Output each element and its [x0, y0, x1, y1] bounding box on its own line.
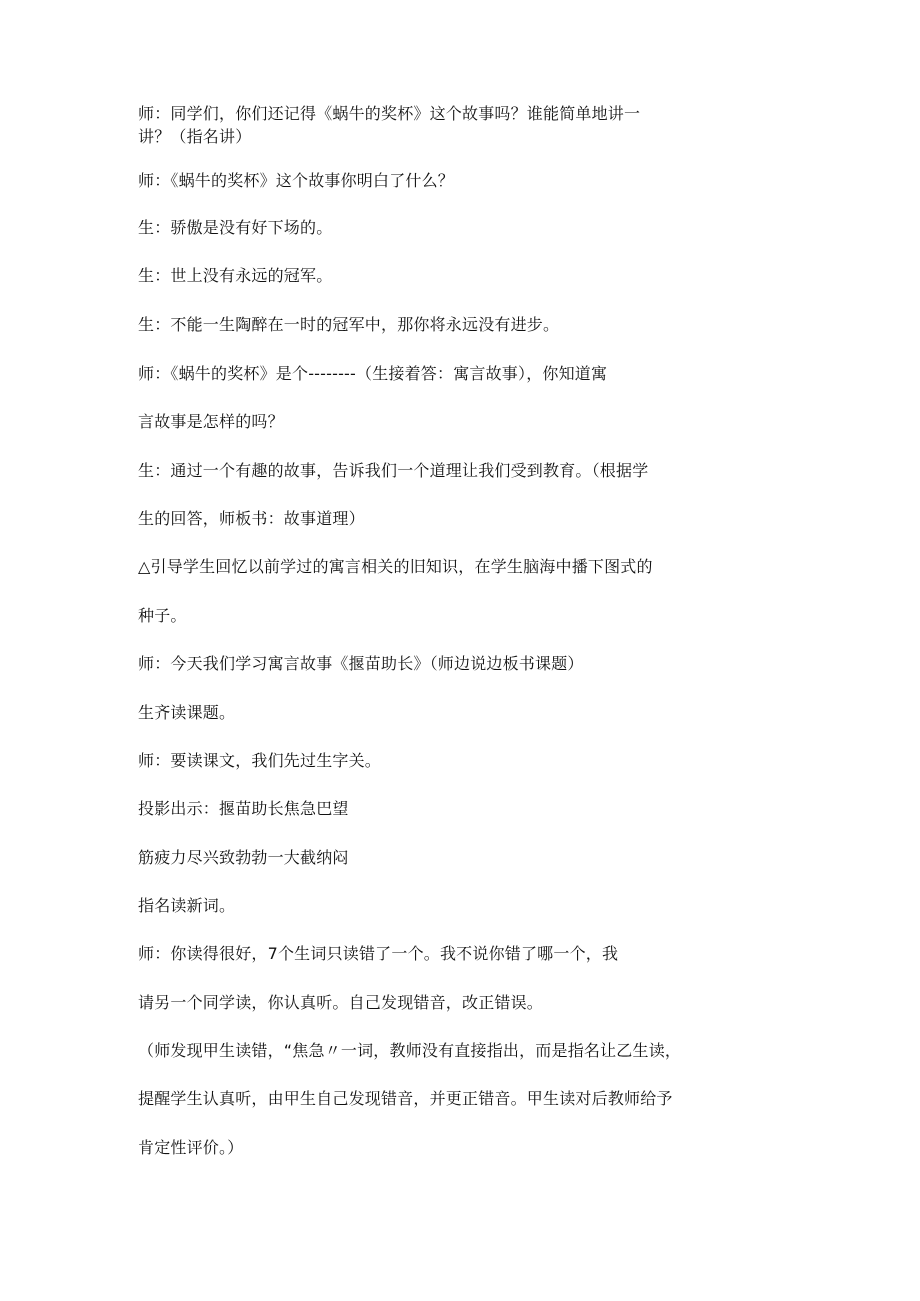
text-line: 生齐读课题。: [138, 703, 236, 722]
text-line: 肯定性评价。）: [138, 1138, 244, 1157]
text-line: 言故事是怎样的吗？: [138, 412, 284, 431]
text-line: 筋疲力尽兴致勃勃一大截纳闷: [138, 848, 349, 867]
text-line: 生：骄傲是没有好下场的。: [138, 218, 333, 237]
text-line: 师：要读课文，我们先过生字关。: [138, 751, 382, 770]
text-line: 师：同学们，你们还记得《蜗牛的奖杯》这个故事吗？谁能简单地讲一: [138, 104, 641, 123]
text-line: △引导学生回忆以前学过的寓言相关的旧知识，在学生脑海中播下图式的: [138, 557, 653, 576]
text-line: 种子。: [138, 606, 187, 625]
text-line: 讲？（指名讲）: [138, 127, 252, 146]
text-line: 投影出示：揠苗助长焦急巴望: [138, 799, 349, 818]
text-line: （师发现甲生读错，“焦急〃一词，教师没有直接指出，而是指名让乙生读，: [138, 1041, 682, 1060]
text-line: 生：通过一个有趣的故事，告诉我们一个道理让我们受到教育。（根据学: [138, 461, 649, 480]
text-line: 师：你读得很好，7个生词只读错了一个。我不说你错了哪一个，我: [138, 944, 619, 963]
text-line: 师：《蜗牛的奖杯》这个故事你明白了什么？: [138, 171, 455, 190]
text-line: 师：今天我们学习寓言故事《揠苗助长》（师边说边板书课题）: [138, 654, 584, 673]
text-line: 请另一个同学读，你认真听。自己发现错音，改正错误。: [138, 993, 544, 1012]
text-line: 提醒学生认真听，由甲生自己发现错音，并更正错音。甲生读对后教师给予: [138, 1089, 673, 1108]
text-line: 生：不能一生陶醉在一时的冠军中，那你将永远没有进步。: [138, 315, 560, 334]
text-line: 指名读新词。: [138, 896, 236, 915]
text-line: 生：世上没有永远的冠军。: [138, 266, 333, 285]
text-line: 师：《蜗牛的奖杯》是个--------（生接着答：寓言故事），你知道寓: [138, 364, 608, 383]
text-line: 生的回答，师板书：故事道理）: [138, 509, 365, 528]
